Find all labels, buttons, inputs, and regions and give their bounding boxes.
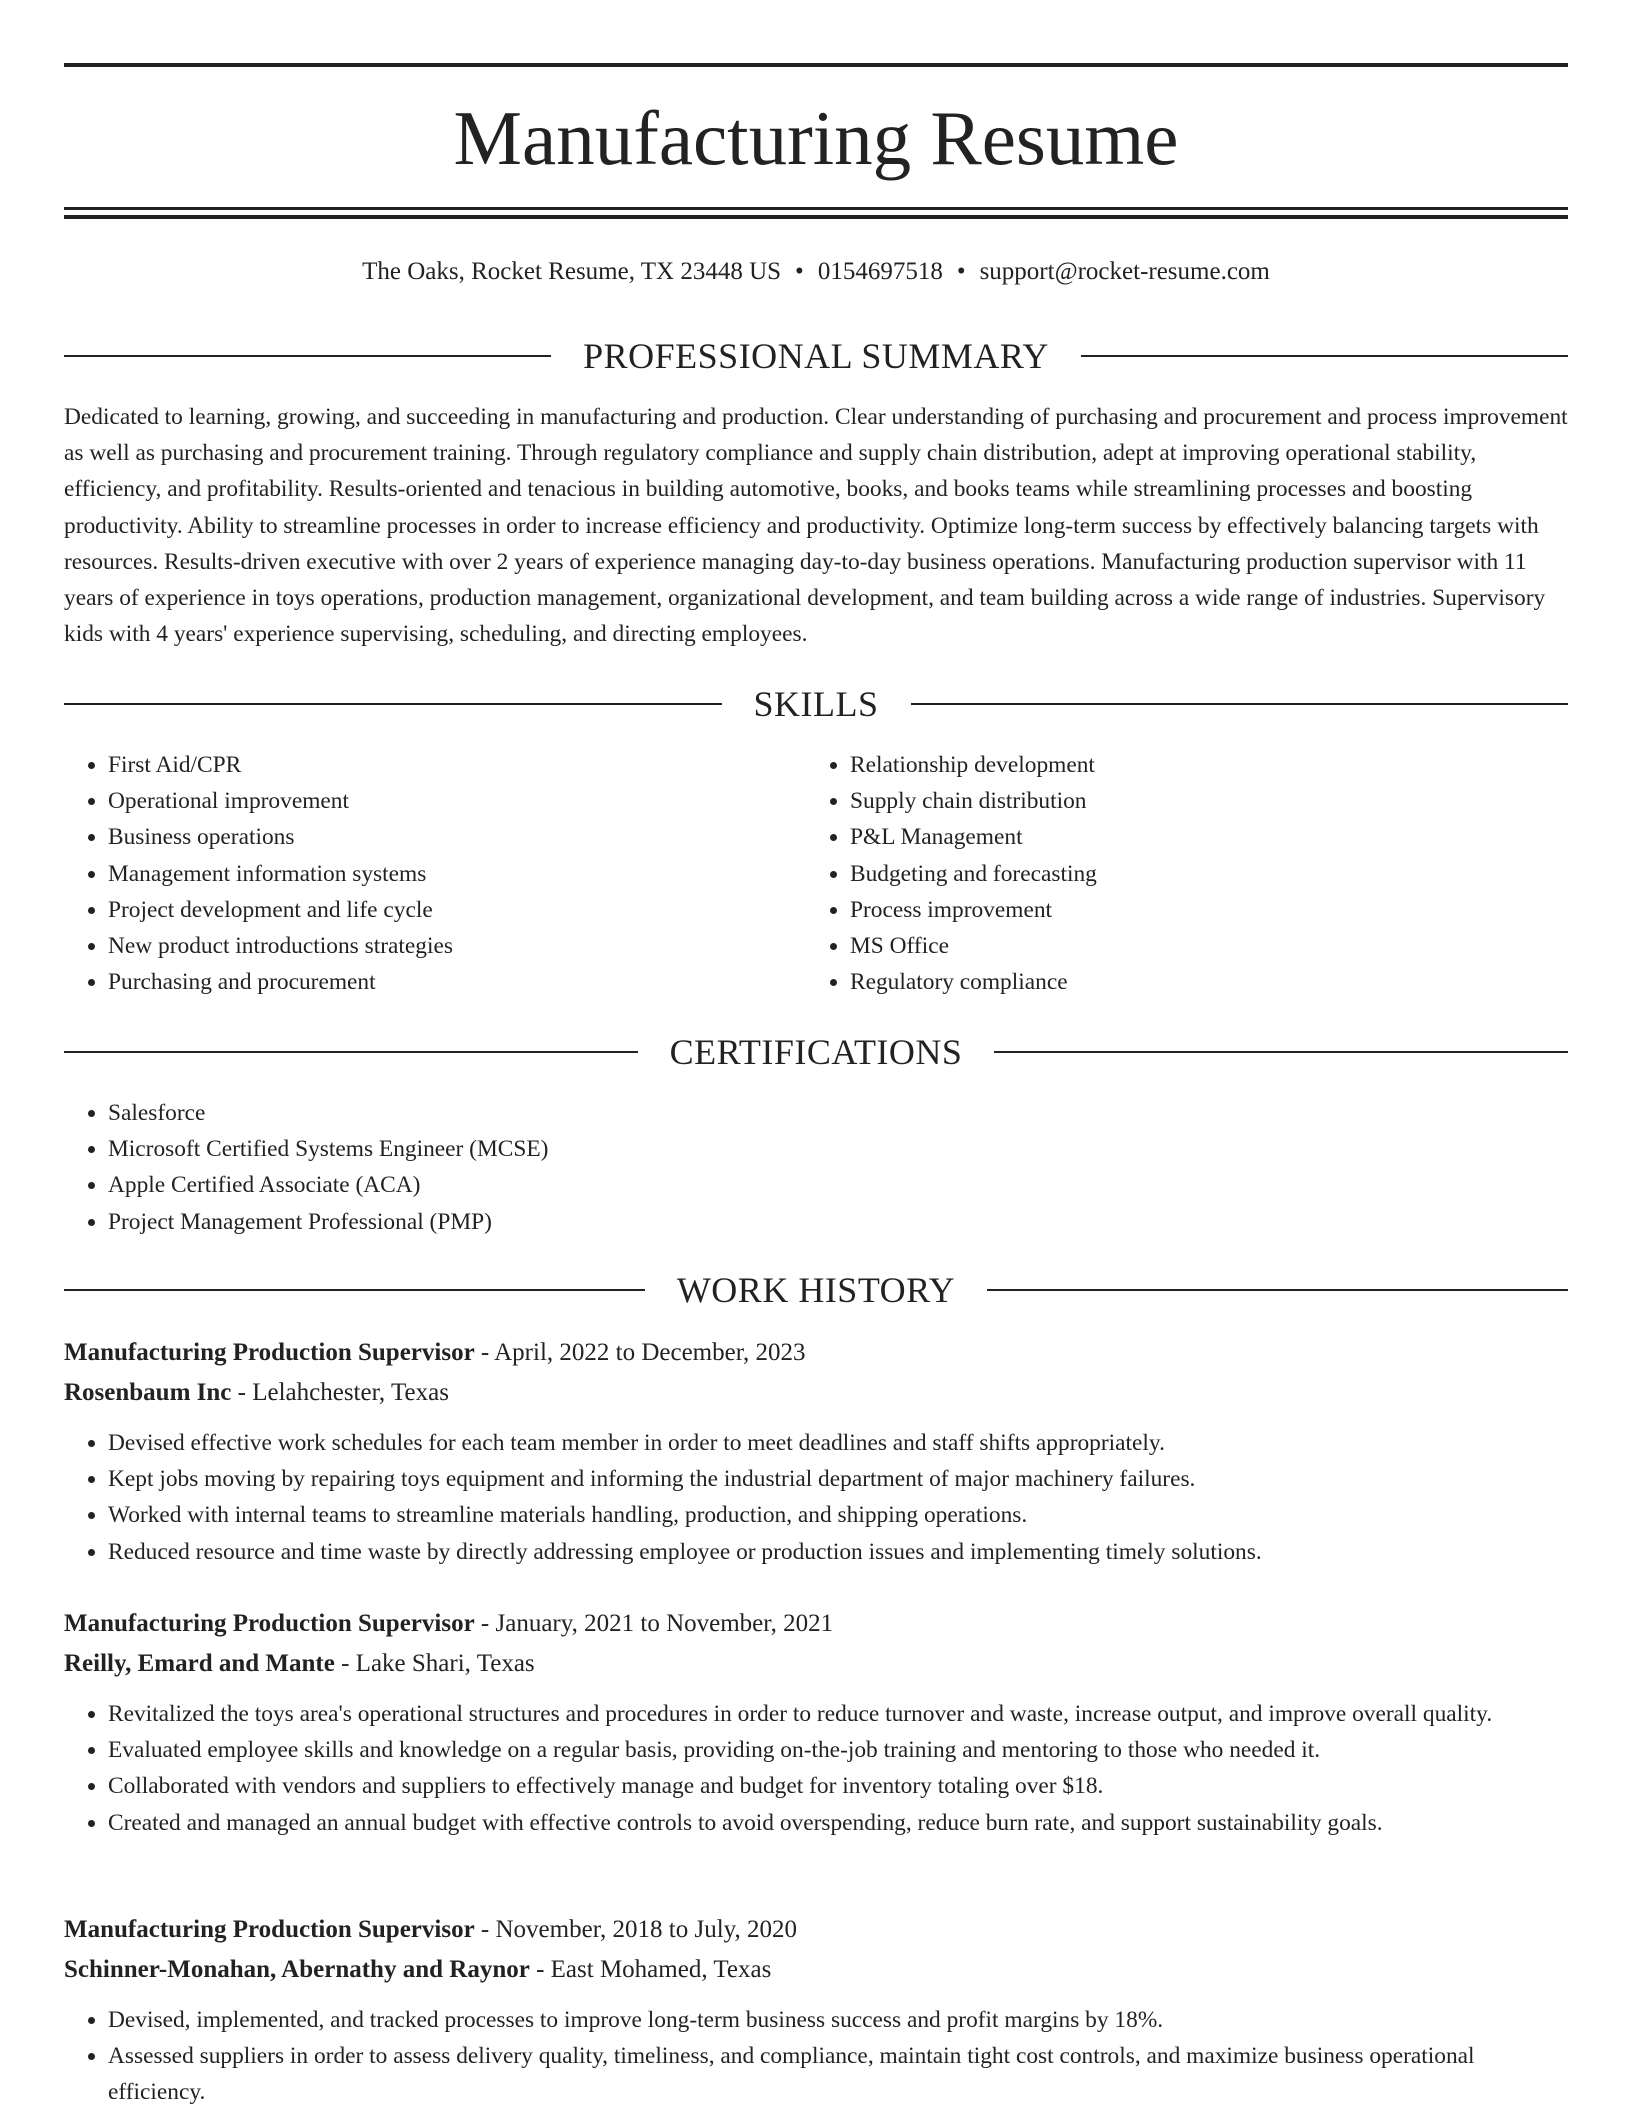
job-title: Manufacturing Production Supervisor — [64, 1339, 475, 1366]
job-bullet: • Devised, implemented, and tracked processes to improve long-term business success and profit margins by 18%. — [108, 2002, 1568, 2038]
contact-phone: 0154697518 — [817, 258, 943, 285]
certifications-list — [64, 1095, 1568, 1240]
contact-separator: • — [956, 258, 966, 285]
certification-item: • Salesforce — [108, 1095, 1568, 1131]
title-rule-upper — [64, 207, 1568, 210]
summary-paragraph: Dedicated to learning, growing, and succeeding in manufacturing and production. Clear understanding of purchasing and procurement and process improvement as well as purchasing and procurement training. Through regulatory compliance and supply chain distribution, adept at improving operational stability, efficiency, and profitability. Results-oriented and tenacious in building automotive, books, and books teams while streamlining processes and boosting productivity. Ability to streamline processes in order to increase efficiency and productivity. Optimize long-term success by effectively balancing targets with resources. Results-driven executive with over 2 years of experience managing day-to-day business operations. Manufacturing production supervisor with 11 years of experience in toys operations, production management, organizational development, and team building across a wide range of industries. Supervisory kids with 4 years' experience supervising, scheduling, and directing employees. — [64, 404, 1568, 648]
job-bullet: • Created and managed an annual budget with effective controls to avoid overspending, reduce burn rate, and support sustainability goals. — [108, 1805, 1568, 1841]
contact-line — [64, 254, 1568, 290]
job-location: - East Mohamed, Texas — [529, 1956, 772, 1983]
job-company-line — [64, 1373, 1568, 1413]
job-dates: - January, 2021 to November, 2021 — [474, 1610, 834, 1637]
job-title: Manufacturing Production Supervisor — [64, 1610, 475, 1637]
contact-separator: • — [795, 258, 804, 285]
skill-item: • Project development and life cycle — [108, 892, 804, 928]
job-role-line — [64, 1333, 1568, 1373]
job-bullet: • Kept jobs moving by repairing toys equipment and informing the industrial department of major machinery failures. — [108, 1461, 1568, 1497]
skill-item: • Regulatory compliance — [850, 964, 1546, 1000]
contact-email: support@rocket-resume.com — [979, 258, 1270, 285]
heading-rule-right — [1081, 355, 1568, 357]
top-rule — [64, 63, 1568, 67]
resume-title: Manufacturing Resume — [453, 95, 1179, 181]
job-bullet: • Evaluated employee skills and knowledge on a regular basis, providing on-the-job training and mentoring to those who needed it. — [108, 1732, 1568, 1768]
job-title: Manufacturing Production Supervisor — [64, 1916, 475, 1943]
contact-address: The Oaks, Rocket Resume, TX 23448 US — [362, 258, 782, 285]
skills-column-right — [806, 747, 1546, 1000]
job-company-line — [64, 1644, 1568, 1684]
skill-item: • Operational improvement — [108, 783, 804, 819]
job-role-line — [64, 1604, 1568, 1644]
job-bullet: • Revitalized the toys area's operational structures and procedures in order to reduce turnover and waste, increase output, and improve overall quality. — [108, 1696, 1568, 1732]
heading-rule-left — [64, 703, 722, 705]
heading-rule-left — [64, 355, 551, 357]
skill-item: • Budgeting and forecasting — [850, 856, 1546, 892]
heading-rule-left — [64, 1289, 645, 1291]
skill-item: • Relationship development — [850, 747, 1546, 783]
section-title: WORK HISTORY — [676, 1270, 956, 1310]
job-dates: - November, 2018 to July, 2020 — [474, 1916, 798, 1943]
job-location: - Lake Shari, Texas — [334, 1650, 535, 1677]
heading-rule-left — [64, 1051, 638, 1053]
job-bullet: • Reduced resource and time waste by directly addressing employee or production issues and implementing timely solutions. — [108, 1534, 1568, 1570]
job-entry — [64, 1910, 1568, 2111]
section-title: SKILLS — [753, 684, 879, 724]
title-rule-lower — [64, 215, 1568, 219]
job-entry — [64, 1333, 1568, 1570]
section-heading-summary — [64, 334, 1568, 378]
job-entry — [64, 1604, 1568, 1841]
section-heading-work-history — [64, 1268, 1568, 1312]
job-company-line — [64, 1950, 1568, 1990]
job-bullet: • Collaborated with vendors and suppliers to effectively manage and budget for inventory totaling over $18. — [108, 1768, 1568, 1804]
skill-item: • MS Office — [850, 928, 1546, 964]
job-company: Reilly, Emard and Mante — [64, 1650, 335, 1677]
skill-item: • Supply chain distribution — [850, 783, 1546, 819]
section-title: CERTIFICATIONS — [669, 1032, 963, 1072]
job-company: Rosenbaum Inc — [64, 1379, 232, 1406]
certification-item: • Apple Certified Associate (ACA) — [108, 1167, 1568, 1203]
job-role-line — [64, 1910, 1568, 1950]
heading-rule-right — [994, 1051, 1568, 1053]
skill-item: • First Aid/CPR — [108, 747, 804, 783]
job-dates: - April, 2022 to December, 2023 — [474, 1339, 806, 1366]
certification-item: • Microsoft Certified Systems Engineer (MCSE) — [108, 1131, 1568, 1167]
skill-item: • New product introductions strategies — [108, 928, 804, 964]
skill-item: • P&L Management — [850, 819, 1546, 855]
job-bullet: • Assessed suppliers in order to assess delivery quality, timeliness, and compliance, maintain tight cost controls, and maximize business operational efficiency. — [108, 2038, 1568, 2110]
skill-item: • Management information systems — [108, 856, 804, 892]
job-bullet: • Devised effective work schedules for each team member in order to meet deadlines and staff shifts appropriately. — [108, 1425, 1568, 1461]
job-company: Schinner-Monahan, Abernathy and Raynor — [64, 1956, 530, 1983]
certification-item: • Project Management Professional (PMP) — [108, 1204, 1568, 1240]
heading-rule-right — [911, 703, 1569, 705]
job-location: - Lelahchester, Texas — [231, 1379, 449, 1406]
section-heading-certifications — [64, 1030, 1568, 1074]
section-title: PROFESSIONAL SUMMARY — [583, 336, 1049, 376]
skills-column-left — [64, 747, 804, 1000]
heading-rule-right — [987, 1289, 1568, 1291]
skill-item: • Business operations — [108, 819, 804, 855]
section-heading-skills — [64, 682, 1568, 726]
skill-item: • Process improvement — [850, 892, 1546, 928]
job-bullet: • Worked with internal teams to streamline materials handling, production, and shipping operations. — [108, 1497, 1568, 1533]
skill-item: • Purchasing and procurement — [108, 964, 804, 1000]
